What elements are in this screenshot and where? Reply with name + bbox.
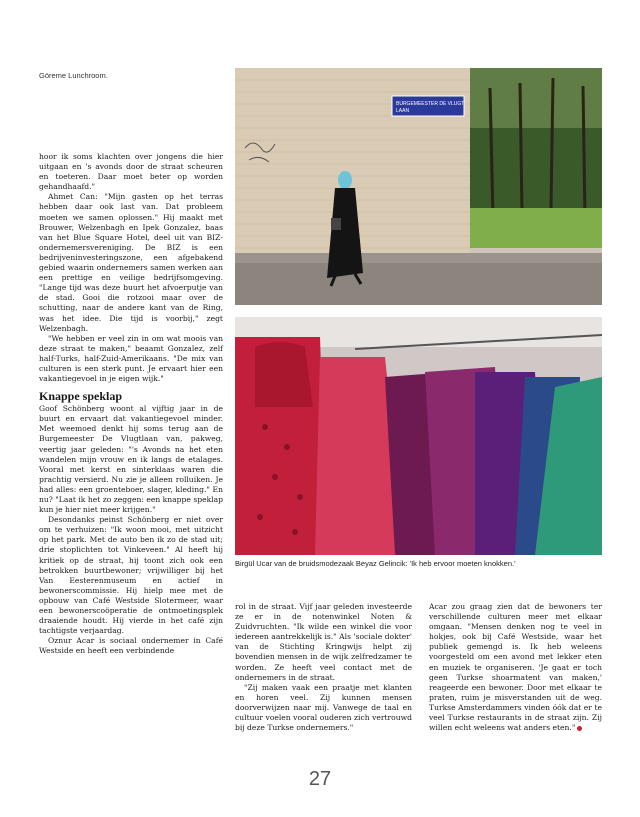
- paragraph: [429, 602, 602, 733]
- paragraph: Ahmet Can: "Mijn gasten op het terras hebben daar ook last van. Dat probleem moeten we samen oplossen." Hij maakt met Brouwer, Welzenbagh en Ipek Gonzalez, baas van het Blue Square Hotel, deel uit van BIZ-ondernemersvereniging. De BIZ is een bedrijveninvesteringszone, een afgebakend gebied waarin ondernemers samen werken aan een prettige en veilige bedrijfsomgeving. "Lange tijd was deze buurt het afvoerputje van de stad. Gooi die rotzooi maar over de schutting, naar de andere kant van de Ring, was het idee. Die tijd is voorbij," zegt Welzenbagh.: [39, 192, 223, 333]
- bridal-dresses-image: [235, 317, 602, 555]
- photo-caption: Birgül Ucar van de bruidsmodezaak Beyaz Gelincik: 'Ik heb ervoor moeten knokken.': [235, 559, 516, 568]
- street-scene-image: [235, 68, 602, 305]
- article-column-2: [235, 602, 412, 733]
- page-number: 27: [308, 768, 332, 790]
- article-column-3: [429, 602, 602, 733]
- section-heading: Knappe speklap: [39, 389, 123, 404]
- paragraph: "Zij maken vaak een praatje met klanten en horen veel. Zij kunnen mensen doorverwijzen naar mij. Vanwege de taal en cultuur voelen vooral ouderen zich vertrouwd bij deze Turkse ondernemers.": [235, 682, 412, 733]
- bridal-shop-photo: [235, 317, 602, 555]
- top-photo-caption: Göreme Lunchroom.: [39, 71, 108, 80]
- paragraph: Desondanks peinst Schönberg er niet over om te verhuizen: "Ik woon mooi, met uitzicht op het park. Met de auto ben ik zo de stad uit; drie stoplichten tot Vinkeveen." Al heeft hij kritiek op de straat, hij toont zich ook een betrokken buurtbewoner; vrijwilliger bij het Van Eesterenmuseum en actief in bewonerscommissie. Hij hielp mee met de opbouw van Café Westside Slotermeer, waar een bewonerscoöperatie de ontmoetingsplek draaiende houdt. Hij vierde in het café zijn tachtigste verjaardag.: [39, 515, 223, 636]
- street-sign-line2: LAAN: [396, 108, 410, 114]
- paragraph: "We hebben er veel zin in om wat moois van deze straat te maken," beaamt Gonzalez, zelf half-Turks, half-Zuid-Amerikaans. "De mix van culturen is een sterk punt. Je ervaart hier een vakantiegevoel in je eigen wijk.": [39, 333, 223, 384]
- street-sign-line1: BURGEMEESTER DE VLUGT: [396, 101, 465, 107]
- article-column-1: [39, 152, 223, 657]
- paragraph: rol in de straat. Vijf jaar geleden investeerde ze er in de notenwinkel Noten & Zuidvruchten. "Ik wilde een winkel die voor iedereen aantrekkelijk is." Als 'sociale dokter' van de Stichting Kringwijs helpt zij bovendien mensen in de wijk zelfredzamer te worden. Ze heeft veel contact met de ondernemers in de straat.: [235, 602, 412, 682]
- street-photo: [235, 68, 602, 305]
- end-of-article-mark: [577, 726, 582, 731]
- paragraph-text: Acar zou graag zien dat de bewoners ter verschillende culturen meer met elkaar omgaan. "Mensen denken nog te veel in hokjes, ook bij Café Westside, waar het publiek gemengd is. Ik heb weleens voorgesteld om een avond met lekker eten en muziek te organiseren. 'Je gaat er toch geen Turkse shoarmatent van maken,' reageerde een bewoner. Door met elkaar te praten, ruim je misverstanden uit de weg. Turkse Amsterdammers vinden óók dat er te veel Turkse restaurants in de straat zijn. Zij willen echt weleens wat anders eten.": [429, 602, 602, 733]
- paragraph: Goof Schönberg woont al vijftig jaar in de buurt en ervaart dat vakantiegevoel minder. Met weemoed denkt hij soms terug aan de Burgemeester De Vlugtlaan van, pakweg, veertig jaar geleden: "'s Avonds na het eten wandelen mijn vrouw en ik langs de etalages. Vooral met kerst en sinterklaas waren die prachtig versierd. Nu zie je alleen rolluiken. Je had alles: een groenteboer, slager, kleding." En nu? "Laat ik het zo zeggen: een knappe speklap kun je hier niet meer krijgen.": [39, 404, 223, 515]
- paragraph: Oznur Acar is sociaal ondernemer in Café Westside en heeft een verbindende: [39, 636, 223, 656]
- paragraph: hoor ik soms klachten over jongens die hier uitgaan en 's avonds door de straat scheuren en toeteren. Daar moet beter op worden gehandhaafd.": [39, 152, 223, 192]
